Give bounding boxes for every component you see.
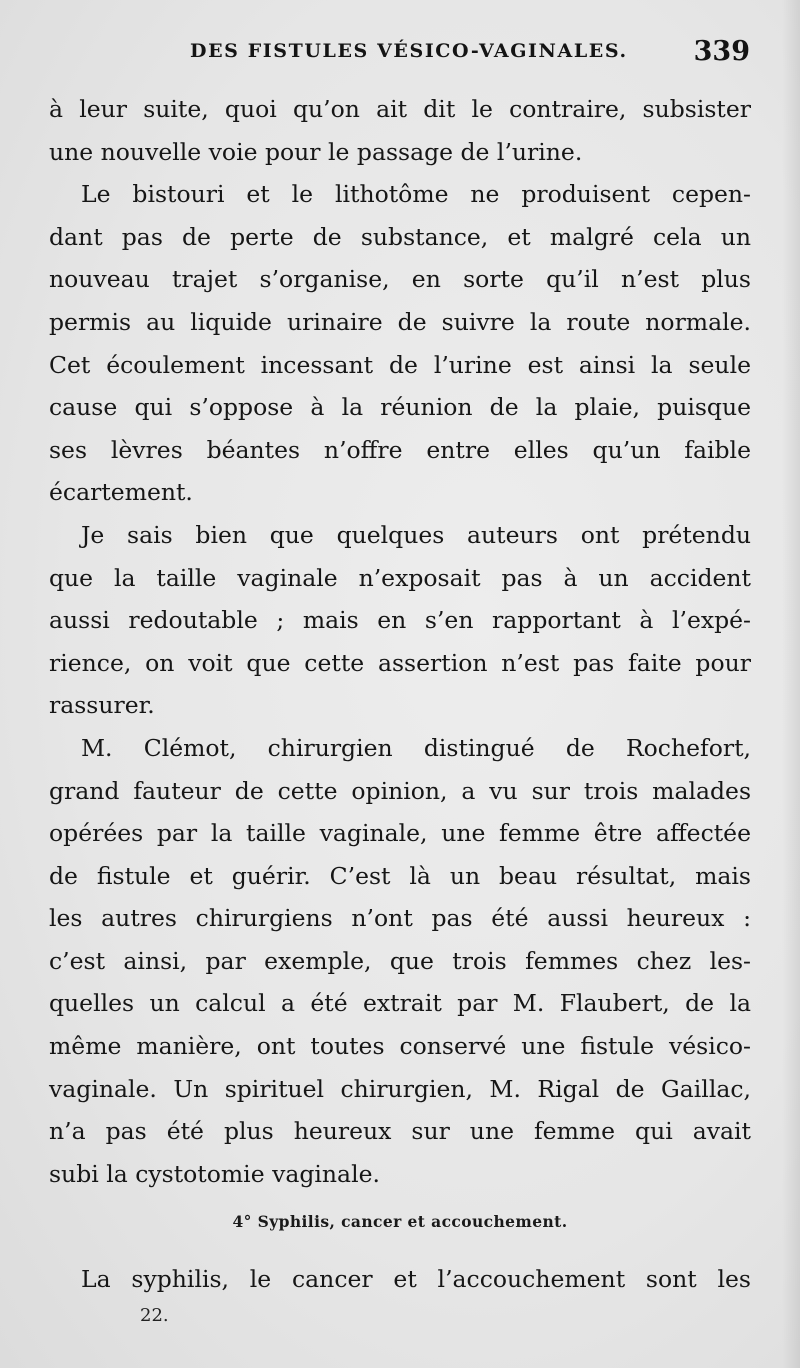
running-head: [0, 36, 800, 70]
running-title: DES FISTULES VÉSICO-VAGINALES.: [190, 40, 628, 62]
text-line: à leur suite, quoi qu’on ait dit le contraire, subsister: [49, 95, 751, 123]
text-line: grand fauteur de cette opinion, a vu sur trois malades: [49, 776, 751, 805]
text-line: que la taille vaginale n’exposait pas à un accident: [49, 563, 751, 592]
text-line: M. Clémot, chirurgien distingué de Rochefort,: [81, 733, 751, 762]
text-line: dant pas de perte de substance, et malgré cela un: [49, 222, 751, 251]
text-line: c’est ainsi, par exemple, que trois femmes chez les-: [49, 946, 751, 975]
text-line: ses lèvres béantes n’offre entre elles qu’un faible: [49, 435, 751, 464]
text-line: La syphilis, le cancer et l’accouchement sont les: [81, 1265, 751, 1293]
text-line: opérées par la taille vaginale, une femme être affectée: [49, 819, 751, 848]
text-line: n’a pas été plus heureux sur une femme qui avait: [49, 1117, 751, 1146]
text-line: de fistule et guérir. C’est là un beau résultat, mais: [49, 861, 751, 890]
text-line: écartement.: [49, 478, 193, 507]
text-line: vaginale. Un spirituel chirurgien, M. Rigal de Gaillac,: [49, 1074, 751, 1103]
text-line: permis au liquide urinaire de suivre la route normale.: [49, 307, 751, 336]
page-number: 339: [693, 36, 750, 67]
text-line: Je sais bien que quelques auteurs ont prétendu: [81, 520, 751, 549]
text-line: aussi redoutable ; mais en s’en rapportant à l’expé-: [49, 606, 751, 635]
signature-mark: 22.: [140, 1305, 169, 1326]
page-edge-shadow: [782, 0, 800, 1368]
text-line: Cet écoulement incessant de l’urine est ainsi la seule: [49, 350, 751, 379]
section-heading: 4° Syphilis, cancer et accouchement.: [232, 1212, 568, 1231]
body-text: [49, 88, 751, 1195]
text-line: les autres chirurgiens n’ont pas été aussi heureux :: [49, 904, 751, 933]
text-line: subi la cystotomie vaginale.: [49, 1159, 380, 1188]
text-line: rience, on voit que cette assertion n’est pas faite pour: [49, 648, 751, 677]
text-line: Le bistouri et le lithotôme ne produisent cepen-: [81, 180, 751, 209]
text-line: quelles un calcul a été extrait par M. Flaubert, de la: [49, 989, 751, 1018]
text-line: cause qui s’oppose à la réunion de la plaie, puisque: [49, 393, 751, 422]
text-line: rassurer.: [49, 691, 155, 720]
text-line: même manière, ont toutes conservé une fistule vésico-: [49, 1032, 751, 1061]
text-line: une nouvelle voie pour le passage de l’urine.: [49, 137, 583, 166]
text-line: nouveau trajet s’organise, en sorte qu’il n’est plus: [49, 265, 751, 294]
